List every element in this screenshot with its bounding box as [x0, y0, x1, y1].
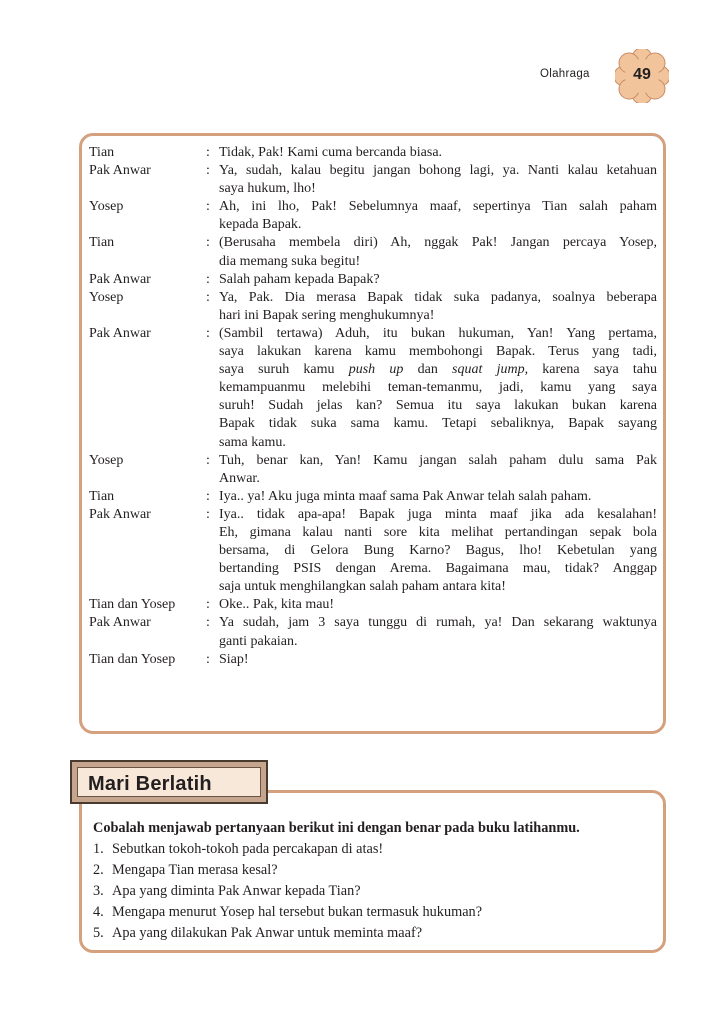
speaker-name: Pak Anwar: [89, 615, 151, 631]
dialog-text: bersama, di Gelora Bung Karno? Bagus, lho! Kebetulan yang: [219, 543, 657, 559]
speaker-colon: :: [206, 199, 210, 215]
question-item: [93, 923, 657, 944]
dialog-text: sama kamu.: [219, 434, 286, 450]
question-number: 2.: [93, 862, 104, 878]
question-item: [93, 881, 657, 902]
speaker-colon: :: [206, 651, 210, 667]
dialog-line: [89, 596, 657, 614]
dialog-line: [89, 434, 657, 452]
dialog-text: Tuh, benar kan, Yan! Kamu jangan salah paham dulu sama Pak: [219, 452, 657, 468]
speaker-colon: :: [206, 145, 210, 160]
speaker-name: Tian: [89, 235, 115, 251]
exercise-title-box: [70, 760, 268, 804]
dialog-line: [89, 325, 657, 343]
dialog-text: (Sambil tertawa) Aduh, itu bukan hukuman, Yan! Yang pertama,: [219, 325, 657, 341]
speaker-name: Yosep: [89, 452, 124, 468]
dialog-line: [89, 180, 657, 198]
dialog-line: [89, 144, 657, 162]
question-text: Apa yang diminta Pak Anwar kepada Tian?: [112, 883, 361, 899]
dialog-text: Ya sudah, jam 3 saya tunggu di rumah, ya! Dan sekarang waktunya: [219, 615, 657, 631]
dialog-line: [89, 651, 657, 669]
speaker-colon: :: [206, 452, 210, 468]
dialog-transcript: [89, 144, 657, 669]
question-list: [93, 839, 657, 944]
speaker-colon: :: [206, 289, 210, 305]
dialog-text: Anwar.: [219, 470, 260, 486]
question-item: [93, 839, 657, 860]
exercise-content: [93, 818, 657, 944]
dialog-line: [89, 506, 657, 524]
dialog-line: [89, 289, 657, 307]
speaker-name: Tian dan Yosep: [89, 651, 176, 667]
dialog-text: Tidak, Pak! Kami cuma bercanda biasa.: [219, 145, 443, 160]
speaker-name: Tian: [89, 488, 115, 504]
speaker-name: Pak Anwar: [89, 271, 151, 287]
speaker-name: Yosep: [89, 289, 124, 305]
speaker-colon: :: [206, 271, 210, 287]
question-number: 3.: [93, 883, 104, 899]
dialog-text: suruh! Sudah jelas kan? Semua itu saya lakukan bukan karena: [219, 398, 657, 414]
dialog-text: kepada Bapak.: [219, 217, 302, 233]
exercise-instruction: Cobalah menjawab pertanyaan berikut ini dengan benar pada buku latihanmu.: [93, 820, 580, 836]
dialog-line: [89, 560, 657, 578]
speaker-colon: :: [206, 163, 210, 179]
question-text: Mengapa Tian merasa kesal?: [112, 862, 278, 878]
dialog-text: Siap!: [219, 651, 249, 667]
page-number: 49: [633, 66, 651, 83]
question-number: 1.: [93, 841, 104, 857]
chapter-label: Olahraga: [540, 68, 590, 80]
dialog-line: [89, 470, 657, 488]
dialog-line: [89, 307, 657, 325]
exercise-title: Mari Berlatih: [88, 773, 212, 795]
question-text: Sebutkan tokoh-tokoh pada percakapan di atas!: [112, 841, 384, 857]
dialog-text: saya hukum, lho!: [219, 181, 316, 197]
dialog-text: Iya.. ya! Aku juga minta maaf sama Pak Anwar telah salah paham.: [219, 488, 592, 504]
dialog-line: [89, 198, 657, 216]
speaker-name: Pak Anwar: [89, 506, 151, 522]
speaker-colon: :: [206, 506, 210, 522]
dialog-text: Oke.. Pak, kita mau!: [219, 597, 335, 613]
dialog-text: Ya, Pak. Dia merasa Bapak tidak suka padanya, soalnya beberapa: [219, 289, 657, 305]
speaker-name: Pak Anwar: [89, 163, 151, 179]
dialog-line: [89, 578, 657, 596]
dialog-line: [89, 633, 657, 651]
page-number-badge: [615, 49, 669, 103]
dialog-text: saja untuk menghilangkan salah paham antara kita!: [219, 579, 506, 595]
dialog-text: Eh, gimana kalau nanti sore kita melihat pertandingan sepak bola: [219, 524, 657, 540]
question-text: Apa yang dilakukan Pak Anwar untuk meminta maaf?: [112, 925, 423, 941]
question-number: 5.: [93, 925, 104, 941]
speaker-name: Yosep: [89, 199, 124, 215]
dialog-line: [89, 162, 657, 180]
dialog-line: [89, 253, 657, 271]
dialog-text: kemampuanmu melebihi teman-temanmu, jadi, kamu yang saya: [219, 380, 657, 396]
dialog-line: [89, 343, 657, 361]
speaker-colon: :: [206, 488, 210, 504]
speaker-name: Pak Anwar: [89, 325, 151, 341]
dialog-text: ganti pakaian.: [219, 633, 298, 649]
question-item: [93, 902, 657, 923]
dialog-line: [89, 614, 657, 632]
dialog-line: [89, 415, 657, 433]
dialog-text: Salah paham kepada Bapak?: [219, 271, 380, 287]
dialog-text: hari ini Bapak sering menghukumnya!: [219, 307, 435, 323]
dialog-line: [89, 488, 657, 506]
question-text: Mengapa menurut Yosep hal tersebut bukan termasuk hukuman?: [112, 904, 483, 920]
dialog-text: bertanding PSIS dengan Arema. Bagaimana mau, tidak? Anggap: [219, 561, 657, 577]
speaker-colon: :: [206, 597, 210, 613]
dialog-text: dia memang suka begitu!: [219, 253, 361, 269]
dialog-text: Ya, sudah, kalau begitu jangan bohong lagi, ya. Nanti kalau ketahuan: [219, 163, 657, 179]
speaker-colon: :: [206, 325, 210, 341]
speaker-name: Tian dan Yosep: [89, 597, 176, 613]
dialog-line: [89, 542, 657, 560]
dialog-line: [89, 361, 657, 379]
dialog-line: [89, 271, 657, 289]
dialog-line: [89, 452, 657, 470]
dialog-text: Iya.. tidak apa-apa! Bapak juga minta maaf jika ada kesalahan!: [219, 506, 657, 522]
question-number: 4.: [93, 904, 104, 920]
dialog-line: [89, 216, 657, 234]
speaker-name: Tian: [89, 145, 115, 160]
speaker-colon: :: [206, 615, 210, 631]
speaker-colon: :: [206, 235, 210, 251]
dialog-text: (Berusaha membela diri) Ah, nggak Pak! Jangan percaya Yosep,: [219, 235, 657, 251]
dialog-line: [89, 379, 657, 397]
dialog-line: [89, 397, 657, 415]
dialog-line: [89, 524, 657, 542]
dialog-text: saya suruh kamu push up dan squat jump, karena saya tahu: [219, 362, 658, 378]
dialog-text: Ah, ini lho, Pak! Sebelumnya maaf, sepertinya Tian salah paham: [219, 199, 657, 215]
dialog-text: Bapak tidak suka sama kamu. Tetapi sebaliknya, Bapak sayang: [219, 416, 657, 432]
dialog-text: saya lakukan karena kamu membohongi Bapak. Terus yang tadi,: [219, 344, 657, 360]
question-item: [93, 860, 657, 881]
dialog-line: [89, 234, 657, 252]
